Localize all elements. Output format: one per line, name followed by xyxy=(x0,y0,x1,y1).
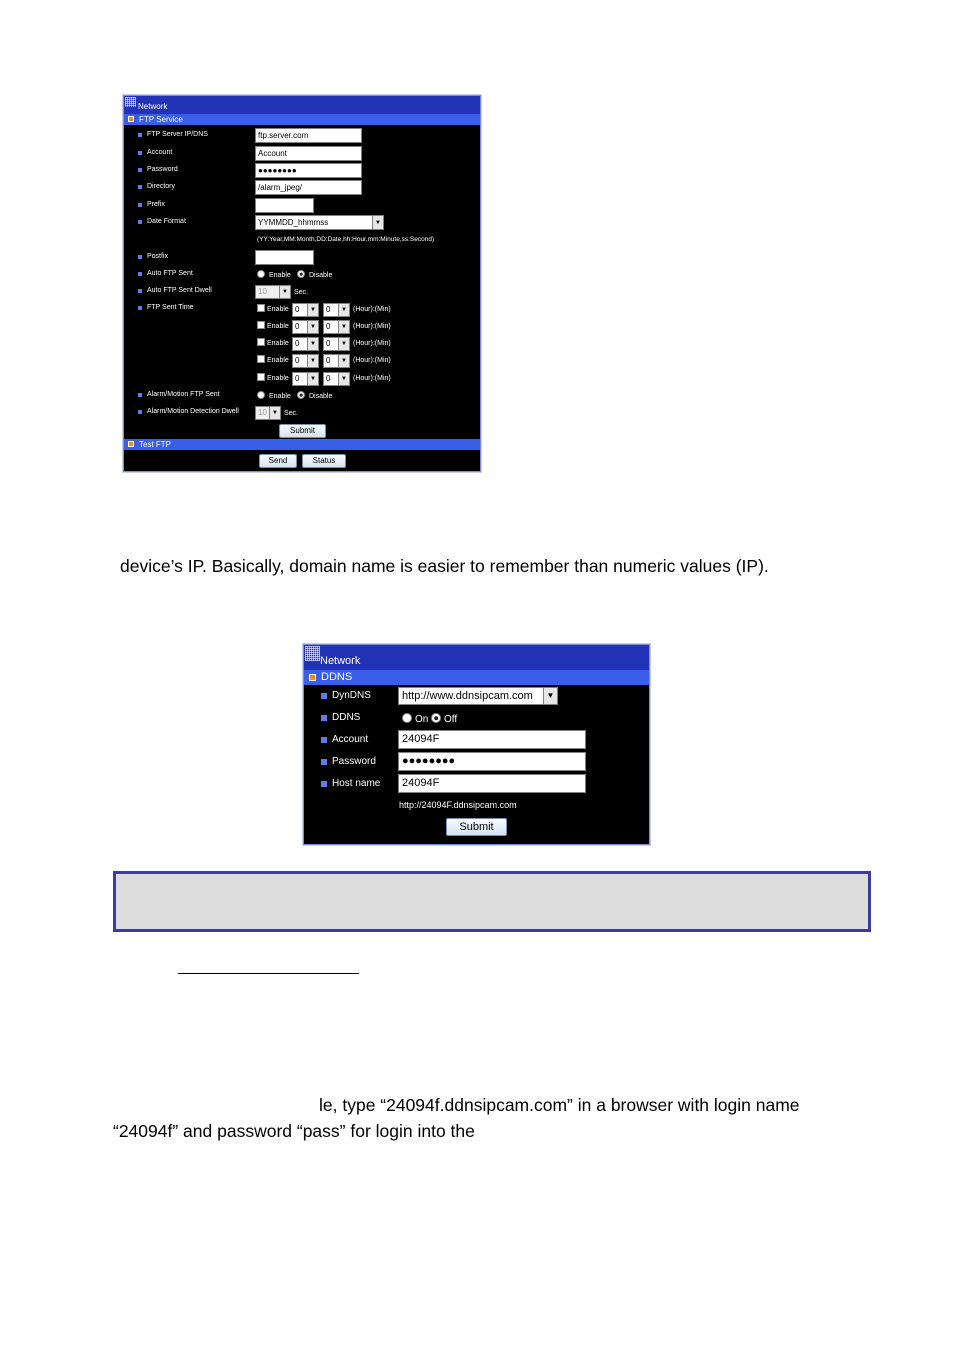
alarm-dwell-value: 10 xyxy=(258,408,267,417)
hour-select[interactable] xyxy=(292,320,319,334)
test-ftp-section-header xyxy=(124,439,480,450)
section-title: FTP Service xyxy=(139,115,183,124)
directory-input[interactable]: /alarm_jpeg/ xyxy=(255,180,362,195)
hour-value: 0 xyxy=(295,356,300,365)
host-name-label: Host name xyxy=(332,778,381,789)
directory-label: Directory xyxy=(147,183,176,190)
enable-label: Enable xyxy=(269,272,291,279)
minute-value: 0 xyxy=(326,339,331,348)
chevron-down-icon[interactable]: ▼ xyxy=(269,407,280,419)
ddns-on-radio[interactable] xyxy=(402,713,412,723)
chevron-down-icon[interactable]: ▼ xyxy=(338,355,349,367)
bullet-icon xyxy=(321,781,327,787)
host-name-input[interactable]: 24094F xyxy=(398,774,586,793)
ddns-section-header xyxy=(304,670,649,685)
hour-min-label: (Hour):(Min) xyxy=(353,357,391,364)
chevron-down-icon[interactable]: ▼ xyxy=(338,321,349,333)
bullet-icon xyxy=(138,151,142,155)
password-input[interactable]: ●●●●●●●● xyxy=(255,163,362,178)
grid-icon xyxy=(125,97,136,107)
chevron-down-icon[interactable]: ▼ xyxy=(338,338,349,350)
sent-time-enable-checkbox[interactable] xyxy=(257,338,265,346)
sec-label: Sec. xyxy=(284,410,299,417)
bullet-icon xyxy=(138,255,142,259)
minute-value: 0 xyxy=(326,356,331,365)
prefix-label: Prefix xyxy=(147,201,165,208)
section-title: DDNS xyxy=(321,671,353,683)
alarm-dwell-select[interactable] xyxy=(255,406,281,420)
chevron-down-icon[interactable]: ▼ xyxy=(307,338,318,350)
bullet-icon xyxy=(321,759,327,765)
hour-min-label: (Hour):(Min) xyxy=(353,306,391,313)
disable-label: Disable xyxy=(309,272,333,279)
panel-title: Network xyxy=(138,102,168,111)
account-label: Account xyxy=(332,734,369,745)
ftp-server-input[interactable]: ftp.server.com xyxy=(255,128,362,143)
paragraph-text: “24094f” and password “pass” for login into the xyxy=(113,1121,475,1141)
chevron-down-icon[interactable]: ▼ xyxy=(338,304,349,316)
chevron-down-icon[interactable]: ▼ xyxy=(279,286,290,298)
minute-value: 0 xyxy=(326,322,331,331)
auto-dwell-select[interactable] xyxy=(255,285,291,299)
grid-icon xyxy=(305,646,320,661)
chevron-down-icon[interactable]: ▼ xyxy=(307,321,318,333)
bullet-icon xyxy=(138,393,142,397)
chevron-down-icon[interactable]: ▼ xyxy=(338,373,349,385)
hour-min-label: (Hour):(Min) xyxy=(353,375,391,382)
bullet-icon xyxy=(138,185,142,189)
section-title: Test FTP xyxy=(139,440,172,449)
minute-select[interactable] xyxy=(323,372,350,386)
sent-time-enable-checkbox[interactable] xyxy=(257,373,265,381)
ddns-url-text: http://24094F.ddnsipcam.com xyxy=(399,800,517,810)
paragraph-text: device’s IP. Basically, domain name is easier to remember than numeric values (IP). xyxy=(120,556,769,576)
minute-select[interactable] xyxy=(323,303,350,317)
auto-ftp-sent-label: Auto FTP Sent xyxy=(147,270,193,277)
ftp-server-label: FTP Server IP/DNS xyxy=(147,131,208,138)
chevron-down-icon[interactable]: ▼ xyxy=(307,373,318,385)
hour-value: 0 xyxy=(295,339,300,348)
section-bullet-icon xyxy=(128,441,134,447)
bullet-icon xyxy=(321,737,327,743)
hour-select[interactable] xyxy=(292,372,319,386)
bullet-icon xyxy=(321,715,327,721)
hour-value: 0 xyxy=(295,374,300,383)
alarm-ftp-sent-label: Alarm/Motion FTP Sent xyxy=(147,391,220,398)
dyndns-value: http://www.ddnsipcam.com xyxy=(402,690,533,702)
alarm-sent-enable-radio[interactable] xyxy=(257,391,265,399)
ddns-label: DDNS xyxy=(332,712,361,723)
status-button[interactable]: Status xyxy=(302,454,346,468)
hour-select[interactable] xyxy=(292,337,319,351)
sent-time-enable-checkbox[interactable] xyxy=(257,321,265,329)
ftp-service-section-header xyxy=(124,114,480,125)
ddns-password-input[interactable]: ●●●●●●●● xyxy=(398,752,586,771)
dyndns-select[interactable] xyxy=(398,687,558,705)
panel-title-bar xyxy=(304,645,649,670)
auto-dwell-value: 10 xyxy=(258,287,267,296)
auto-ftp-dwell-label: Auto FTP Sent Dwell xyxy=(147,287,212,294)
ddns-off-radio[interactable] xyxy=(431,713,441,723)
submit-button[interactable]: Submit xyxy=(279,424,326,438)
hour-value: 0 xyxy=(295,322,300,331)
minute-value: 0 xyxy=(326,305,331,314)
chevron-down-icon[interactable]: ▼ xyxy=(543,688,557,704)
enable-label: Enable xyxy=(267,340,289,347)
postfix-input[interactable] xyxy=(255,250,314,265)
panel-title: Network xyxy=(320,655,361,667)
chevron-down-icon[interactable]: ▼ xyxy=(307,304,318,316)
on-label: On xyxy=(415,714,429,725)
date-format-label: Date Format xyxy=(147,218,186,225)
minute-value: 0 xyxy=(326,374,331,383)
bullet-icon xyxy=(138,306,142,310)
hour-min-label: (Hour):(Min) xyxy=(353,323,391,330)
date-format-value: YYMMDD_hhmmss xyxy=(258,218,329,227)
minute-select[interactable] xyxy=(323,337,350,351)
enable-label: Enable xyxy=(267,323,289,330)
password-label: Password xyxy=(147,166,178,173)
account-label: Account xyxy=(147,149,173,156)
alarm-sent-disable-radio[interactable] xyxy=(297,391,305,399)
password-label: Password xyxy=(332,756,376,767)
section-bullet-icon xyxy=(128,116,134,122)
bullet-icon xyxy=(138,272,142,276)
enable-label: Enable xyxy=(267,306,289,313)
paragraph-text: le, type “24094f.ddnsipcam.com” in a browser with login name xyxy=(319,1095,800,1115)
sent-time-enable-checkbox[interactable] xyxy=(257,304,265,312)
enable-label: Enable xyxy=(269,393,291,400)
bullet-icon xyxy=(138,289,142,293)
panel-title-bar xyxy=(124,96,480,114)
hour-value: 0 xyxy=(295,305,300,314)
date-format-hint: (YY:Year,MM:Month,DD:Date,hh:Hour,mm:Minute,ss:Second) xyxy=(257,236,435,243)
bullet-icon xyxy=(321,693,327,699)
hour-select[interactable] xyxy=(292,303,319,317)
dyndns-label: DynDNS xyxy=(332,690,371,701)
section-bullet-icon xyxy=(309,674,316,681)
minute-select[interactable] xyxy=(323,320,350,334)
hour-min-label: (Hour):(Min) xyxy=(353,340,391,347)
bullet-icon xyxy=(138,410,142,414)
bullet-icon xyxy=(138,133,142,137)
bullet-icon xyxy=(138,220,142,224)
date-format-select[interactable] xyxy=(255,215,384,230)
ddns-submit-button[interactable]: Submit xyxy=(446,818,507,836)
disable-label: Disable xyxy=(309,393,333,400)
auto-sent-enable-radio[interactable] xyxy=(257,270,265,278)
ddns-account-input[interactable]: 24094F xyxy=(398,730,586,749)
hour-select[interactable] xyxy=(292,354,319,368)
auto-sent-disable-radio[interactable] xyxy=(297,270,305,278)
sec-label: Sec. xyxy=(294,289,309,296)
ftp-sent-time-label: FTP Sent Time xyxy=(147,304,194,311)
chevron-down-icon[interactable]: ▼ xyxy=(307,355,318,367)
heading-underline xyxy=(178,973,359,974)
postfix-label: Postfix xyxy=(147,253,169,260)
ddns-settings-panel xyxy=(303,644,650,845)
enable-label: Enable xyxy=(267,375,289,382)
off-label: Off xyxy=(444,714,458,725)
ftp-settings-panel xyxy=(123,95,481,472)
send-button[interactable]: Send xyxy=(259,454,297,468)
account-input[interactable]: Account xyxy=(255,146,362,161)
alarm-detection-dwell-label: Alarm/Motion Detection Dwell xyxy=(147,408,239,415)
enable-label: Enable xyxy=(267,357,289,364)
sent-time-enable-checkbox[interactable] xyxy=(257,355,265,363)
minute-select[interactable] xyxy=(323,354,350,368)
bullet-icon xyxy=(138,168,142,172)
note-box xyxy=(113,871,871,932)
prefix-input[interactable] xyxy=(255,198,314,213)
bullet-icon xyxy=(138,203,142,207)
chevron-down-icon[interactable]: ▼ xyxy=(372,216,383,229)
